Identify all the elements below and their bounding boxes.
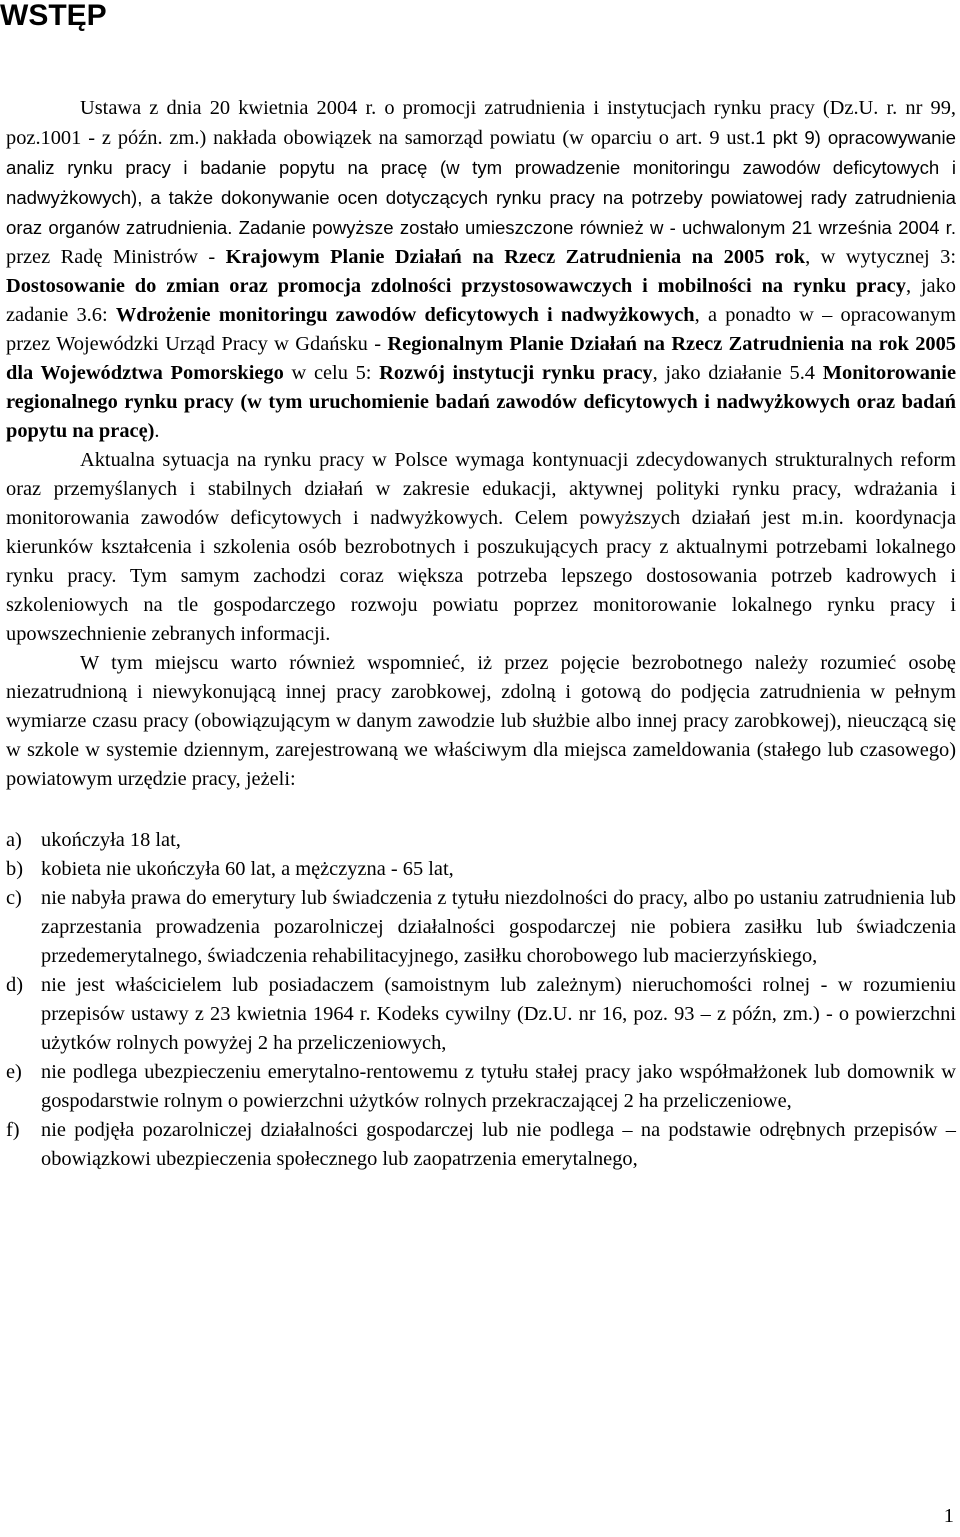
list-item-marker: f) <box>6 1119 20 1141</box>
paragraph-1-text-5: , jako zadanie 3.6: <box>6 275 957 326</box>
paragraph-1-text-9: . <box>154 420 160 442</box>
list-item-marker: b) <box>6 858 23 880</box>
paragraph-current-situation: Aktualna sytuacja na rynku pracy w Polsce wymaga kontynuacji zdecydowanych strukturalnych reform oraz przemyślanych i stabilnych działań w zakresie edukacji, aktywnej polityki rynku pracy, wdrażania i monitorowania zawodów deficytowych i nadwyżkowych. Celem powyższych działań jest m.in. koordynacja kierunków kształcenia i szkolenia osób bezrobotnych i poszukujących pracy z aktualnymi potrzebami lokalnego rynku pracy. Tym samym zachodzi coraz większa potrzeba lepszego dostosowania potrzeb kadrowych i szkoleniowych na tle gospodarczego rozwoju powiatu poprzez monitorowanie lokalnego rynku pracy i upowszechnienie zebranych informacji. <box>6 449 956 645</box>
list-item <box>6 855 956 884</box>
bold-dzialanie-5-4: Monitorowanie regionalnego rynku pracy (w tym uruchomienie badań zawodów deficytowych i nadwyżkowych oraz badań popytu na pracę) <box>6 362 956 442</box>
list-item <box>6 826 956 855</box>
page-number: 1 <box>943 1505 954 1527</box>
list-item-text: kobieta nie ukończyła 60 lat, a mężczyzna - 65 lat, <box>41 858 454 880</box>
paragraph-unemployed-definition: W tym miejscu warto również wspomnieć, iż przez pojęcie bezrobotnego należy rozumieć osobę niezatrudnioną i niewykonującą innej pracy zarobkowej, zdolną i gotową do podjęcia zatrudnienia w pełnym wymiarze czasu pracy (obowiązującym w danym zawodzie lub służbie albo innej pracy zarobkowej), nieuczącą się w szkole w systemie dziennym, zarejestrowaną we właściwym dla miejsca zameldowania (stałego lub czasowego) powiatowym urzędzie pracy, jeżeli: <box>6 652 956 790</box>
paragraph-legal-basis <box>6 94 956 446</box>
paragraph-1-text-8: , jako działanie 5.4 <box>652 362 823 384</box>
paragraph-1-text-4: , w wytycznej 3: <box>805 246 956 268</box>
list-item-text: nie podjęła pozarolniczej działalności gospodarczej lub nie podlega – na podstawie odrębnych przepisów – obowiązkowi ubezpieczenia społecznego lub zaopatrzenia emerytalnego, <box>41 1119 956 1170</box>
list-item <box>6 884 956 971</box>
list-item-marker: e) <box>6 1061 22 1083</box>
page-heading: WSTĘP <box>0 0 107 32</box>
paragraph-1-text-1: Ustawa z dnia 20 kwietnia 2004 r. o promocji zatrudnienia i instytucjach rynku pracy (Dz.U. r. nr 99, poz.1001 - z późn. zm.) nakłada obowiązek na samorząd powiatu (w oparciu o art. 9 ust. <box>6 97 956 149</box>
list-item-text: ukończyła 18 lat, <box>41 829 181 851</box>
document-body <box>6 94 956 1174</box>
bold-regionalny-plan: Regionalnym Planie Działań na Rzecz Zatrudnienia na rok 2005 dla Województwa Pomorskiego <box>6 333 956 384</box>
paragraph-1-text-2: 1 pkt 9) opracowywanie analiz rynku pracy i badanie popytu na pracę (w tym prowadzenie monitoringu zawodów deficytowych i nadwyżkowych), a także dokonywanie ocen dotyczących rynku pracy na potrzeby powiatowej rady zatrudnienia oraz organów zatrudnienia. Zadanie powyższe zostało umieszczone również w - uchwalonym 21 września 2004 r. <box>6 127 956 238</box>
list-item <box>6 1116 956 1174</box>
list-item-text: nie jest właścicielem lub posiadaczem (samoistnym lub zależnym) nieruchomości rolnej - w rozumieniu przepisów ustawy z 23 kwietnia 1964 r. Kodeks cywilny (Dz.U. nr 16, poz. 93 – z późn, zm.) - o powierzchni użytków rolnych powyżej 2 ha przeliczeniowych, <box>41 974 956 1054</box>
paragraph-1-text-3: przez Radę Ministrów - <box>6 246 226 268</box>
paragraph-1-text-6: , a ponadto w – opracowanym przez Wojewódzki Urząd Pracy w Gdańsku - <box>6 304 956 355</box>
paragraph-1-text-7: w celu 5: <box>283 362 380 384</box>
list-item-text: nie nabyła prawa do emerytury lub świadczenia z tytułu niezdolności do pracy, albo po ustaniu zatrudnienia lub zaprzestania prowadzenia pozarolniczej działalności gospodarczej nie pobiera zasiłku lub świadczenia przedemerytalnego, świadczenia rehabilitacyjnego, zasiłku chorobowego lub macierzyńskiego, <box>41 887 956 967</box>
list-item-marker: c) <box>6 887 22 909</box>
list-item-marker: d) <box>6 974 23 996</box>
bold-krajowy-plan: Krajowym Planie Działań na Rzecz Zatrudnienia na 2005 rok <box>225 246 806 268</box>
conditions-list <box>6 826 956 1174</box>
list-item <box>6 971 956 1058</box>
bold-wytyczna-3: Dostosowanie do zmian oraz promocja zdolności przystosowawczych i mobilności na rynku pracy <box>6 275 906 297</box>
bold-cel-5: Rozwój instytucji rynku pracy <box>379 362 653 384</box>
list-item-text: nie podlega ubezpieczeniu emerytalno-rentowemu z tytułu stałej pracy jako współmałżonek lub domownik w gospodarstwie rolnym o powierzchni użytków rolnych przekraczającej 2 ha przeliczeniowe, <box>41 1061 956 1112</box>
list-item <box>6 1058 956 1116</box>
list-item-marker: a) <box>6 829 22 851</box>
bold-zadanie-3-6: Wdrożenie monitoringu zawodów deficytowych i nadwyżkowych <box>115 304 695 326</box>
